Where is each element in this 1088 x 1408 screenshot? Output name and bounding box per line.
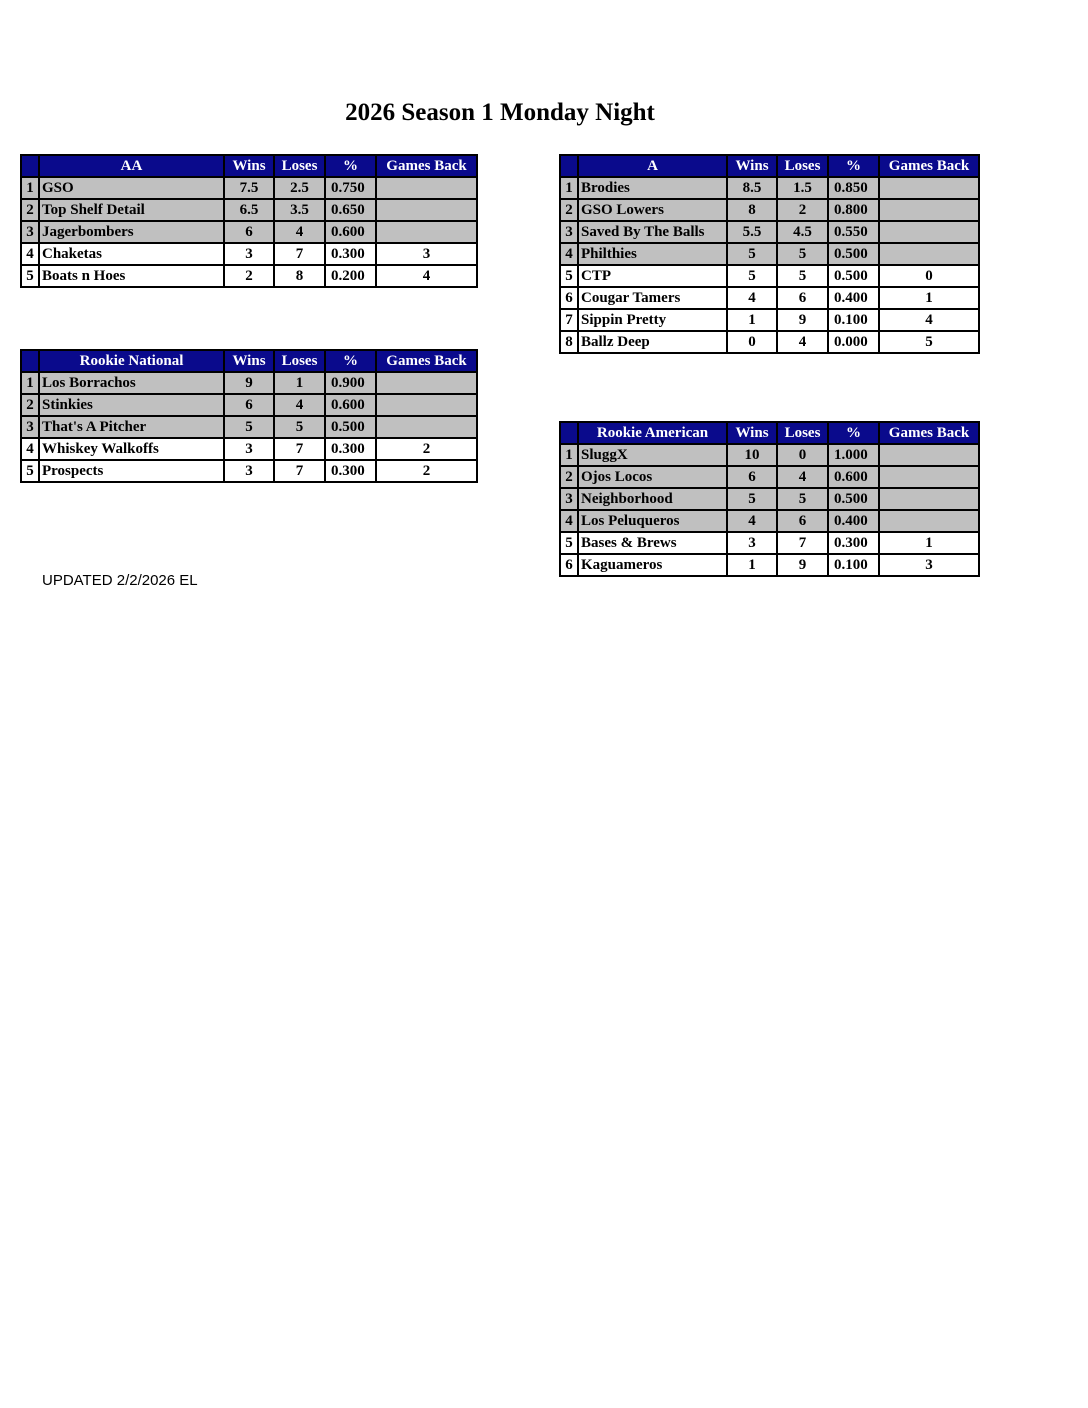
rank-cell: 1 (560, 444, 578, 466)
games-back-cell: 1 (879, 287, 979, 309)
games-back-cell (879, 510, 979, 532)
wins-cell: 1 (727, 554, 777, 576)
pct-cell: 0.600 (828, 466, 879, 488)
loses-cell: 6 (777, 287, 828, 309)
table-row (21, 416, 477, 438)
table-row (21, 372, 477, 394)
wins-header: Wins (727, 155, 777, 177)
rank-cell: 5 (21, 265, 39, 287)
rank-cell: 4 (560, 243, 578, 265)
loses-cell: 4 (777, 331, 828, 353)
loses-cell: 8 (274, 265, 325, 287)
pct-cell: 0.500 (828, 488, 879, 510)
games-back-cell (879, 488, 979, 510)
rank-cell: 4 (560, 510, 578, 532)
rank-cell: 5 (560, 265, 578, 287)
games-back-header: Games Back (879, 422, 979, 444)
pct-cell: 0.300 (325, 438, 376, 460)
games-back-cell: 1 (879, 532, 979, 554)
loses-cell: 4.5 (777, 221, 828, 243)
header-row (560, 422, 979, 444)
table-row (21, 199, 477, 221)
division-name: Rookie American (578, 422, 727, 444)
loses-cell: 3.5 (274, 199, 325, 221)
team-name-cell: Saved By The Balls (578, 221, 727, 243)
games-back-cell: 2 (376, 438, 477, 460)
table-row (560, 221, 979, 243)
pct-cell: 0.100 (828, 309, 879, 331)
table-row (560, 488, 979, 510)
a-standings-table (559, 154, 980, 354)
wins-header: Wins (224, 155, 274, 177)
team-name-cell: Top Shelf Detail (39, 199, 224, 221)
team-name-cell: SluggX (578, 444, 727, 466)
table-row (560, 532, 979, 554)
rank-cell: 2 (560, 466, 578, 488)
games-back-cell (376, 394, 477, 416)
team-name-cell: That's A Pitcher (39, 416, 224, 438)
wins-cell: 8.5 (727, 177, 777, 199)
loses-header: Loses (274, 155, 325, 177)
loses-cell: 0 (777, 444, 828, 466)
team-name-cell: Chaketas (39, 243, 224, 265)
pct-header: % (828, 422, 879, 444)
loses-cell: 1.5 (777, 177, 828, 199)
pct-cell: 0.000 (828, 331, 879, 353)
division-name: AA (39, 155, 224, 177)
pct-cell: 0.550 (828, 221, 879, 243)
team-name-cell: Prospects (39, 460, 224, 482)
loses-cell: 6 (777, 510, 828, 532)
games-back-cell: 4 (879, 309, 979, 331)
loses-cell: 5 (777, 243, 828, 265)
wins-cell: 5 (727, 488, 777, 510)
rank-header (21, 350, 39, 372)
wins-cell: 3 (224, 460, 274, 482)
wins-cell: 6 (727, 466, 777, 488)
pct-cell: 0.600 (325, 394, 376, 416)
loses-cell: 7 (274, 460, 325, 482)
table-row (560, 199, 979, 221)
rank-cell: 5 (21, 460, 39, 482)
wins-cell: 6.5 (224, 199, 274, 221)
wins-header: Wins (727, 422, 777, 444)
wins-cell: 6 (224, 394, 274, 416)
team-name-cell: Whiskey Walkoffs (39, 438, 224, 460)
games-back-header: Games Back (376, 155, 477, 177)
table-row (21, 221, 477, 243)
updated-note: UPDATED 2/2/2026 EL (42, 572, 198, 589)
games-back-cell: 2 (376, 460, 477, 482)
wins-header: Wins (224, 350, 274, 372)
team-name-cell: Philthies (578, 243, 727, 265)
rank-cell: 1 (21, 177, 39, 199)
games-back-cell (879, 466, 979, 488)
table-row (21, 243, 477, 265)
aa-standings-table (20, 154, 478, 288)
rank-cell: 2 (21, 394, 39, 416)
games-back-cell (376, 221, 477, 243)
team-name-cell: GSO Lowers (578, 199, 727, 221)
loses-header: Loses (777, 422, 828, 444)
pct-cell: 0.500 (325, 416, 376, 438)
loses-cell: 5 (777, 488, 828, 510)
pct-cell: 0.750 (325, 177, 376, 199)
team-name-cell: CTP (578, 265, 727, 287)
games-back-header: Games Back (376, 350, 477, 372)
team-name-cell: Brodies (578, 177, 727, 199)
rank-cell: 6 (560, 287, 578, 309)
rank-cell: 2 (560, 199, 578, 221)
table-row (560, 287, 979, 309)
pct-cell: 0.500 (828, 265, 879, 287)
games-back-cell: 4 (376, 265, 477, 287)
pct-cell: 0.900 (325, 372, 376, 394)
rank-header (21, 155, 39, 177)
rank-cell: 4 (21, 243, 39, 265)
loses-cell: 1 (274, 372, 325, 394)
pct-cell: 0.200 (325, 265, 376, 287)
division-name: Rookie National (39, 350, 224, 372)
pct-cell: 0.300 (325, 243, 376, 265)
wins-cell: 5 (224, 416, 274, 438)
loses-cell: 9 (777, 554, 828, 576)
rank-cell: 1 (560, 177, 578, 199)
team-name-cell: Bases & Brews (578, 532, 727, 554)
table-row (560, 466, 979, 488)
games-back-cell (879, 177, 979, 199)
header-row (21, 350, 477, 372)
wins-cell: 2 (224, 265, 274, 287)
header-row (560, 155, 979, 177)
wins-cell: 10 (727, 444, 777, 466)
team-name-cell: Stinkies (39, 394, 224, 416)
games-back-cell (879, 221, 979, 243)
loses-header: Loses (777, 155, 828, 177)
rank-cell: 3 (560, 221, 578, 243)
games-back-cell: 0 (879, 265, 979, 287)
loses-cell: 7 (274, 243, 325, 265)
pct-cell: 0.800 (828, 199, 879, 221)
rank-cell: 6 (560, 554, 578, 576)
games-back-cell (879, 243, 979, 265)
team-name-cell: Sippin Pretty (578, 309, 727, 331)
table-row (21, 265, 477, 287)
loses-cell: 4 (274, 394, 325, 416)
wins-cell: 5 (727, 265, 777, 287)
team-name-cell: Ballz Deep (578, 331, 727, 353)
rank-cell: 2 (21, 199, 39, 221)
table-row (560, 331, 979, 353)
pct-cell: 0.400 (828, 510, 879, 532)
loses-cell: 2 (777, 199, 828, 221)
loses-cell: 4 (777, 466, 828, 488)
table-row (560, 510, 979, 532)
wins-cell: 4 (727, 287, 777, 309)
page-title: 2026 Season 1 Monday Night (345, 99, 655, 126)
loses-cell: 4 (274, 221, 325, 243)
games-back-header: Games Back (879, 155, 979, 177)
table-row (21, 460, 477, 482)
wins-cell: 3 (224, 243, 274, 265)
wins-cell: 4 (727, 510, 777, 532)
games-back-cell (376, 177, 477, 199)
wins-cell: 5.5 (727, 221, 777, 243)
loses-cell: 7 (777, 532, 828, 554)
rank-header (560, 422, 578, 444)
table-row (21, 177, 477, 199)
rank-header (560, 155, 578, 177)
team-name-cell: Kaguameros (578, 554, 727, 576)
pct-cell: 0.100 (828, 554, 879, 576)
rank-cell: 3 (21, 221, 39, 243)
pct-cell: 0.400 (828, 287, 879, 309)
table-row (560, 309, 979, 331)
wins-cell: 9 (224, 372, 274, 394)
pct-cell: 0.300 (325, 460, 376, 482)
rank-cell: 3 (21, 416, 39, 438)
table-row (560, 444, 979, 466)
pct-header: % (828, 155, 879, 177)
loses-header: Loses (274, 350, 325, 372)
games-back-cell (376, 416, 477, 438)
loses-cell: 2.5 (274, 177, 325, 199)
games-back-cell (376, 372, 477, 394)
pct-cell: 0.300 (828, 532, 879, 554)
team-name-cell: Ojos Locos (578, 466, 727, 488)
loses-cell: 5 (777, 265, 828, 287)
team-name-cell: Los Peluqueros (578, 510, 727, 532)
rank-cell: 3 (560, 488, 578, 510)
wins-cell: 3 (727, 532, 777, 554)
pct-cell: 1.000 (828, 444, 879, 466)
pct-cell: 0.600 (325, 221, 376, 243)
team-name-cell: Boats n Hoes (39, 265, 224, 287)
header-row (21, 155, 477, 177)
team-name-cell: GSO (39, 177, 224, 199)
team-name-cell: Cougar Tamers (578, 287, 727, 309)
rank-cell: 1 (21, 372, 39, 394)
loses-cell: 5 (274, 416, 325, 438)
pct-cell: 0.850 (828, 177, 879, 199)
team-name-cell: Jagerbombers (39, 221, 224, 243)
team-name-cell: Los Borrachos (39, 372, 224, 394)
pct-cell: 0.650 (325, 199, 376, 221)
division-name: A (578, 155, 727, 177)
wins-cell: 3 (224, 438, 274, 460)
loses-cell: 9 (777, 309, 828, 331)
wins-cell: 5 (727, 243, 777, 265)
table-row (560, 265, 979, 287)
table-row (560, 177, 979, 199)
wins-cell: 6 (224, 221, 274, 243)
rookie-american-standings-table (559, 421, 980, 577)
pct-cell: 0.500 (828, 243, 879, 265)
rookie-national-standings-table (20, 349, 478, 483)
table-row (21, 394, 477, 416)
games-back-cell: 3 (376, 243, 477, 265)
rank-cell: 5 (560, 532, 578, 554)
loses-cell: 7 (274, 438, 325, 460)
wins-cell: 0 (727, 331, 777, 353)
team-name-cell: Neighborhood (578, 488, 727, 510)
wins-cell: 8 (727, 199, 777, 221)
pct-header: % (325, 350, 376, 372)
wins-cell: 1 (727, 309, 777, 331)
rank-cell: 8 (560, 331, 578, 353)
rank-cell: 7 (560, 309, 578, 331)
games-back-cell: 5 (879, 331, 979, 353)
wins-cell: 7.5 (224, 177, 274, 199)
table-row (560, 243, 979, 265)
table-row (21, 438, 477, 460)
games-back-cell (376, 199, 477, 221)
games-back-cell: 3 (879, 554, 979, 576)
games-back-cell (879, 199, 979, 221)
games-back-cell (879, 444, 979, 466)
rank-cell: 4 (21, 438, 39, 460)
pct-header: % (325, 155, 376, 177)
table-row (560, 554, 979, 576)
